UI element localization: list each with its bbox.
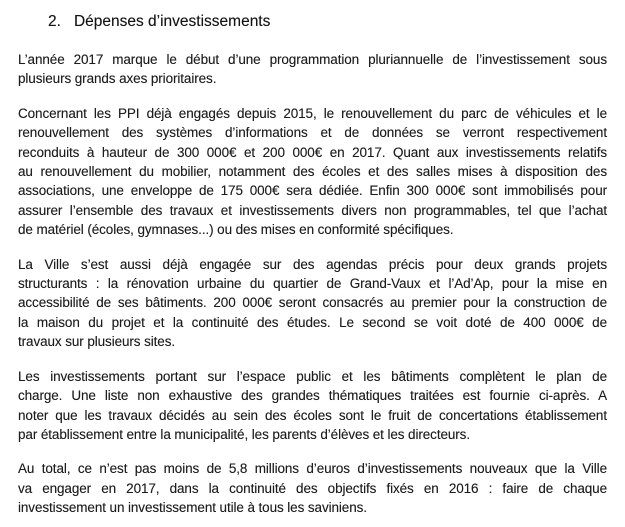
document-body	[18, 50, 607, 518]
paragraph	[18, 367, 607, 445]
text-line: investissement un investissement utile à tous les saviniens.	[18, 500, 367, 516]
text-line: Concernant les PPI déjà engagés depuis 2015, le renouvellement du parc de véhicules et le	[18, 105, 607, 121]
heading-number: 2.	[48, 13, 61, 30]
text-line: au renouvellement du mobilier, notamment des écoles et des salles mises à disposition des	[18, 164, 607, 180]
text-line: noter que les travaux décidés au sein des écoles sont le fruit de concertations établissement	[18, 407, 607, 423]
text-line: charge. Une liste non exhaustive des grandes thématiques traitées est fournie ci-après. A	[18, 388, 607, 404]
text-line: reconduits à hauteur de 300 000€ et 200 000€ en 2017. Quant aux investissements relatifs	[18, 144, 607, 160]
paragraph	[18, 459, 607, 517]
text-line: accessibilité de ses bâtiments. 200 000€ seront consacrés au premier pour la construction de	[18, 295, 607, 311]
section-heading	[48, 12, 607, 32]
text-line: renouvellement des systèmes d’informations et de données se verront respectivement	[18, 125, 607, 141]
text-line: de matériel (écoles, gymnases...) ou des mises en conformité spécifiques.	[18, 222, 454, 238]
text-line: la maison du projet et la continuité des études. Le second se voit doté de 400 000€ de	[18, 314, 607, 330]
text-line: La Ville s’est aussi déjà engagée sur des agendas précis pour deux grands projets	[18, 256, 607, 272]
text-line: assurer l’ensemble des travaux et investissements divers non programmables, tel que l’achat	[18, 202, 607, 218]
text-line: L’année 2017 marque le début d’une programmation pluriannuelle de l’investissement sous	[18, 52, 607, 67]
text-line: associations, une enveloppe de 175 000€ sera dédiée. Enfin 300 000€ sont immobilisés pour	[18, 183, 607, 199]
text-line: structurants : la rénovation urbaine du quartier de Grand-Vaux et l’Ad’Ap, pour la mise en	[18, 276, 607, 292]
paragraph	[18, 50, 607, 89]
paragraph	[18, 104, 607, 240]
text-line: travaux sur plusieurs sites.	[18, 334, 176, 350]
text-line: va engager en 2017, dans la continuité des objectifs fixés en 2016 : faire de chaque	[18, 480, 607, 496]
text-line: plusieurs grands axes prioritaires.	[18, 71, 217, 87]
heading-title: Dépenses d’investissements	[73, 13, 271, 30]
text-line: par établissement entre la municipalité, les parents d’élèves et les directeurs.	[18, 426, 470, 442]
text-line: Au total, ce n’est pas moins de 5,8 millions d’euros d’investissements nouveaux que la Ville	[18, 461, 607, 477]
text-line: Les investissements portant sur l’espace public et les bâtiments complètent le plan de	[18, 368, 607, 384]
paragraph	[18, 255, 607, 352]
